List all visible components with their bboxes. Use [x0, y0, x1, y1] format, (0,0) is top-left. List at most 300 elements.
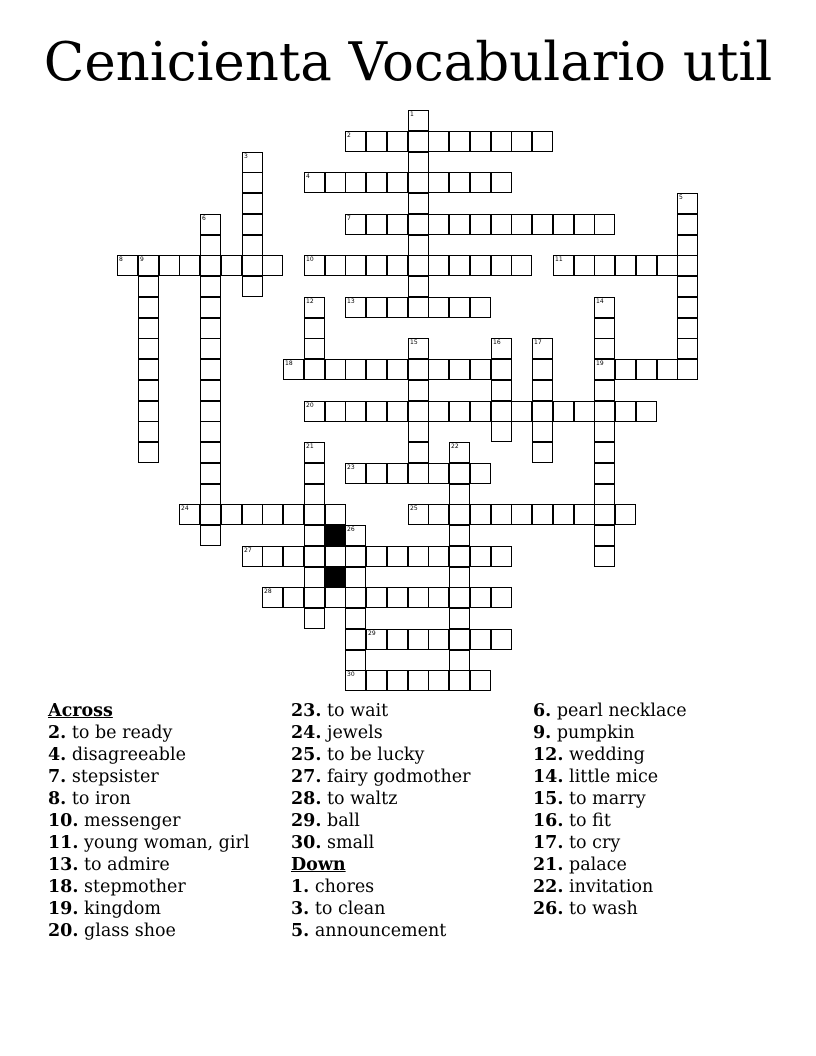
grid-cell[interactable] — [449, 670, 470, 691]
grid-clue-number: 21 — [306, 443, 314, 450]
clue-text: little mice — [563, 767, 659, 787]
clue-item — [291, 700, 470, 722]
grid-cell[interactable] — [428, 504, 449, 525]
grid-cell[interactable] — [553, 504, 574, 525]
grid-cell[interactable] — [242, 504, 263, 525]
grid-cell[interactable] — [304, 567, 325, 588]
grid-cell[interactable] — [677, 255, 698, 276]
grid-cell[interactable] — [325, 587, 346, 608]
grid-cell[interactable] — [677, 297, 698, 318]
grid-cell[interactable] — [491, 546, 512, 567]
grid-cell[interactable] — [408, 235, 429, 256]
grid-cell[interactable] — [677, 276, 698, 297]
grid-cell[interactable] — [594, 255, 615, 276]
clue-section-heading: Across — [48, 701, 113, 721]
grid-cell[interactable] — [491, 131, 512, 152]
clue-number: 1. — [291, 877, 310, 897]
grid-clue-number: 29 — [368, 630, 376, 637]
grid-cell[interactable] — [366, 297, 387, 318]
grid-clue-number: 1 — [410, 111, 414, 118]
grid-clue-number: 20 — [306, 402, 314, 409]
grid-cell[interactable] — [532, 214, 553, 235]
grid-cell[interactable] — [262, 546, 283, 567]
clue-text: to iron — [66, 789, 131, 809]
grid-cell[interactable] — [304, 546, 325, 567]
grid-cell[interactable] — [428, 587, 449, 608]
grid-cell[interactable] — [657, 255, 678, 276]
clue-item — [48, 876, 249, 898]
clue-text: pearl necklace — [551, 701, 687, 721]
grid-cell[interactable] — [345, 608, 366, 629]
grid-cell[interactable] — [428, 297, 449, 318]
clue-number: 24. — [291, 723, 322, 743]
grid-cell[interactable] — [283, 504, 304, 525]
grid-cell[interactable] — [449, 214, 470, 235]
grid-cell[interactable] — [449, 546, 470, 567]
clue-number: 4. — [48, 745, 67, 765]
grid-cell[interactable] — [408, 276, 429, 297]
grid-cell[interactable] — [428, 214, 449, 235]
grid-cell[interactable] — [636, 359, 657, 380]
grid-cell[interactable] — [449, 504, 470, 525]
grid-cell[interactable] — [345, 255, 366, 276]
grid-cell[interactable] — [200, 235, 221, 256]
grid-cell[interactable] — [470, 670, 491, 691]
grid-cell[interactable] — [387, 587, 408, 608]
grid-cell[interactable] — [491, 629, 512, 650]
grid-cell[interactable] — [387, 297, 408, 318]
grid-cell[interactable] — [532, 442, 553, 463]
grid-cell[interactable] — [532, 380, 553, 401]
grid-cell[interactable] — [491, 401, 512, 422]
grid-cell[interactable] — [594, 380, 615, 401]
grid-cell[interactable] — [325, 255, 346, 276]
clue-number: 11. — [48, 833, 79, 853]
grid-cell[interactable] — [138, 297, 159, 318]
grid-cell[interactable] — [553, 214, 574, 235]
grid-cell[interactable] — [511, 401, 532, 422]
grid-cell[interactable] — [408, 255, 429, 276]
grid-cell[interactable] — [408, 297, 429, 318]
grid-clue-number: 7 — [347, 215, 351, 222]
clue-number: 29. — [291, 811, 322, 831]
grid-cell[interactable] — [574, 214, 595, 235]
grid-cell[interactable] — [345, 359, 366, 380]
grid-clue-number: 5 — [679, 194, 683, 201]
grid-clue-number: 19 — [596, 360, 604, 367]
grid-cell[interactable] — [138, 442, 159, 463]
grid-cell[interactable] — [138, 359, 159, 380]
grid-cell[interactable] — [200, 421, 221, 442]
grid-cell[interactable] — [387, 401, 408, 422]
clue-number: 28. — [291, 789, 322, 809]
grid-cell[interactable] — [387, 359, 408, 380]
grid-cell[interactable] — [366, 214, 387, 235]
grid-cell[interactable] — [366, 670, 387, 691]
grid-cell[interactable] — [179, 255, 200, 276]
clue-text: messenger — [78, 811, 181, 831]
grid-cell[interactable] — [262, 504, 283, 525]
grid-cell[interactable] — [594, 546, 615, 567]
grid-cell[interactable] — [594, 463, 615, 484]
grid-cell[interactable] — [677, 359, 698, 380]
grid-cell[interactable] — [138, 338, 159, 359]
clue-text: to wash — [563, 899, 638, 919]
grid-cell[interactable] — [345, 629, 366, 650]
grid-cell[interactable] — [636, 255, 657, 276]
grid-cell[interactable] — [200, 276, 221, 297]
grid-cell[interactable] — [242, 235, 263, 256]
grid-cell[interactable] — [345, 650, 366, 671]
clue-number: 15. — [533, 789, 564, 809]
grid-cell[interactable] — [366, 255, 387, 276]
clue-item — [291, 810, 470, 832]
clue-item — [533, 832, 687, 854]
grid-cell[interactable] — [470, 546, 491, 567]
grid-cell[interactable] — [366, 131, 387, 152]
clue-item — [533, 810, 687, 832]
grid-clue-number: 12 — [306, 298, 314, 305]
grid-cell[interactable] — [345, 172, 366, 193]
grid-cell[interactable] — [325, 359, 346, 380]
grid-cell[interactable] — [408, 401, 429, 422]
grid-cell[interactable] — [200, 401, 221, 422]
grid-cell[interactable] — [594, 525, 615, 546]
grid-cell[interactable] — [366, 359, 387, 380]
grid-cell[interactable] — [366, 463, 387, 484]
grid-cell[interactable] — [532, 401, 553, 422]
grid-cell[interactable] — [366, 587, 387, 608]
grid-cell[interactable] — [408, 463, 429, 484]
grid-cell[interactable] — [200, 318, 221, 339]
clue-text: to clean — [309, 899, 386, 919]
grid-clue-number: 16 — [493, 339, 501, 346]
grid-cell[interactable] — [449, 484, 470, 505]
grid-cell[interactable] — [553, 401, 574, 422]
grid-cell[interactable] — [345, 401, 366, 422]
grid-cell[interactable] — [387, 670, 408, 691]
grid-cell[interactable] — [532, 421, 553, 442]
grid-clue-number: 14 — [596, 298, 604, 305]
grid-cell[interactable] — [408, 546, 429, 567]
grid-cell[interactable] — [408, 359, 429, 380]
grid-cell[interactable] — [594, 318, 615, 339]
grid-cell[interactable] — [242, 172, 263, 193]
grid-cell[interactable] — [449, 629, 470, 650]
grid-cell[interactable] — [408, 193, 429, 214]
grid-clue-number: 11 — [555, 256, 563, 263]
grid-cell[interactable] — [491, 504, 512, 525]
grid-cell[interactable] — [325, 504, 346, 525]
grid-cell[interactable] — [138, 276, 159, 297]
grid-cell[interactable] — [677, 338, 698, 359]
grid-cell[interactable] — [470, 401, 491, 422]
grid-cell[interactable] — [325, 401, 346, 422]
grid-cell[interactable] — [615, 401, 636, 422]
grid-cell[interactable] — [200, 297, 221, 318]
clue-number: 21. — [533, 855, 564, 875]
grid-cell[interactable] — [594, 421, 615, 442]
clue-text: glass shoe — [78, 921, 176, 941]
grid-cell[interactable] — [304, 359, 325, 380]
grid-cell[interactable] — [470, 504, 491, 525]
grid-cell[interactable] — [408, 587, 429, 608]
grid-cell[interactable] — [408, 172, 429, 193]
grid-cell[interactable] — [470, 131, 491, 152]
grid-cell[interactable] — [138, 318, 159, 339]
grid-cell[interactable] — [428, 401, 449, 422]
grid-cell[interactable] — [138, 401, 159, 422]
clue-text: to wait — [321, 701, 389, 721]
clue-text: to marry — [563, 789, 646, 809]
grid-cell[interactable] — [200, 484, 221, 505]
grid-cell[interactable] — [449, 297, 470, 318]
grid-cell[interactable] — [491, 587, 512, 608]
grid-cell[interactable] — [449, 525, 470, 546]
clue-item — [48, 854, 249, 876]
grid-cell[interactable] — [470, 463, 491, 484]
grid-cell[interactable] — [449, 131, 470, 152]
grid-cell[interactable] — [242, 255, 263, 276]
grid-cell[interactable] — [200, 380, 221, 401]
grid-cell[interactable] — [387, 131, 408, 152]
grid-cell[interactable] — [615, 255, 636, 276]
grid-cell[interactable] — [594, 504, 615, 525]
grid-cell[interactable] — [511, 214, 532, 235]
grid-cell[interactable] — [200, 338, 221, 359]
grid-cell[interactable] — [574, 401, 595, 422]
grid-cell[interactable] — [242, 214, 263, 235]
clue-column-2 — [291, 700, 470, 942]
grid-cell[interactable] — [408, 152, 429, 173]
grid-cell[interactable] — [532, 504, 553, 525]
grid-cell[interactable] — [491, 172, 512, 193]
grid-cell[interactable] — [491, 359, 512, 380]
grid-cell[interactable] — [387, 172, 408, 193]
clue-text: stepsister — [66, 767, 159, 787]
clue-number: 9. — [533, 723, 552, 743]
clue-item — [291, 744, 470, 766]
grid-cell[interactable] — [304, 338, 325, 359]
grid-cell[interactable] — [325, 172, 346, 193]
clue-number: 12. — [533, 745, 564, 765]
grid-cell[interactable] — [449, 567, 470, 588]
grid-cell[interactable] — [677, 318, 698, 339]
grid-clue-number: 4 — [306, 173, 310, 180]
grid-cell[interactable] — [200, 504, 221, 525]
clue-item — [48, 788, 249, 810]
grid-cell[interactable] — [470, 297, 491, 318]
clue-number: 5. — [291, 921, 310, 941]
grid-cell[interactable] — [200, 255, 221, 276]
grid-cell[interactable] — [511, 255, 532, 276]
clue-item — [533, 854, 687, 876]
grid-cell[interactable] — [159, 255, 180, 276]
grid-cell[interactable] — [491, 421, 512, 442]
clue-column-3 — [533, 700, 687, 920]
clue-number: 7. — [48, 767, 67, 787]
grid-cell[interactable] — [304, 587, 325, 608]
clue-item — [48, 810, 249, 832]
grid-cell[interactable] — [345, 587, 366, 608]
clue-text: small — [321, 833, 375, 853]
grid-cell[interactable] — [387, 629, 408, 650]
grid-cell[interactable] — [200, 525, 221, 546]
grid-cell[interactable] — [304, 463, 325, 484]
grid-cell[interactable] — [449, 255, 470, 276]
grid-cell[interactable] — [408, 442, 429, 463]
clue-item — [291, 722, 470, 744]
grid-cell[interactable] — [428, 670, 449, 691]
grid-clue-number: 26 — [347, 526, 355, 533]
grid-cell[interactable] — [262, 255, 283, 276]
grid-cell[interactable] — [574, 504, 595, 525]
grid-block-cell — [325, 567, 346, 588]
clue-text: disagreeable — [66, 745, 186, 765]
grid-cell[interactable] — [387, 546, 408, 567]
grid-cell[interactable] — [428, 546, 449, 567]
grid-cell[interactable] — [200, 442, 221, 463]
grid-cell[interactable] — [594, 442, 615, 463]
grid-cell[interactable] — [511, 504, 532, 525]
grid-cell[interactable] — [449, 608, 470, 629]
grid-cell[interactable] — [428, 255, 449, 276]
grid-cell[interactable] — [387, 255, 408, 276]
clue-number: 3. — [291, 899, 310, 919]
clue-item — [533, 766, 687, 788]
grid-cell[interactable] — [615, 359, 636, 380]
clue-number: 22. — [533, 877, 564, 897]
grid-cell[interactable] — [200, 463, 221, 484]
grid-clue-number: 9 — [140, 256, 144, 263]
clue-item — [291, 766, 470, 788]
grid-cell[interactable] — [304, 525, 325, 546]
grid-cell[interactable] — [221, 504, 242, 525]
grid-cell[interactable] — [221, 255, 242, 276]
clue-number: 30. — [291, 833, 322, 853]
grid-cell[interactable] — [304, 608, 325, 629]
grid-cell[interactable] — [470, 629, 491, 650]
grid-cell[interactable] — [428, 131, 449, 152]
clue-item — [291, 876, 470, 898]
grid-cell[interactable] — [657, 359, 678, 380]
grid-cell[interactable] — [449, 401, 470, 422]
grid-cell[interactable] — [408, 131, 429, 152]
grid-cell[interactable] — [594, 401, 615, 422]
grid-cell[interactable] — [449, 587, 470, 608]
grid-cell[interactable] — [283, 587, 304, 608]
grid-cell[interactable] — [138, 380, 159, 401]
grid-cell[interactable] — [408, 421, 429, 442]
grid-cell[interactable] — [470, 172, 491, 193]
grid-cell[interactable] — [594, 214, 615, 235]
grid-cell[interactable] — [366, 401, 387, 422]
clue-number: 13. — [48, 855, 79, 875]
grid-cell[interactable] — [242, 276, 263, 297]
grid-cell[interactable] — [366, 546, 387, 567]
grid-cell[interactable] — [532, 359, 553, 380]
grid-cell[interactable] — [470, 359, 491, 380]
clue-text: pumpkin — [551, 723, 635, 743]
grid-cell[interactable] — [470, 587, 491, 608]
grid-cell[interactable] — [677, 235, 698, 256]
grid-cell[interactable] — [408, 670, 429, 691]
clue-text: palace — [563, 855, 627, 875]
grid-cell[interactable] — [325, 546, 346, 567]
grid-cell[interactable] — [345, 567, 366, 588]
grid-cell[interactable] — [615, 504, 636, 525]
clue-number: 20. — [48, 921, 79, 941]
clue-section-heading: Down — [291, 855, 346, 875]
clue-number: 27. — [291, 767, 322, 787]
grid-cell[interactable] — [408, 380, 429, 401]
grid-cell[interactable] — [428, 359, 449, 380]
clue-text: fairy godmother — [321, 767, 471, 787]
clue-number: 6. — [533, 701, 552, 721]
clue-item — [533, 788, 687, 810]
grid-cell[interactable] — [200, 359, 221, 380]
grid-cell[interactable] — [387, 214, 408, 235]
grid-cell[interactable] — [449, 463, 470, 484]
clue-text: chores — [309, 877, 375, 897]
clue-item — [533, 898, 687, 920]
clue-number: 23. — [291, 701, 322, 721]
grid-clue-number: 15 — [410, 339, 418, 346]
grid-cell[interactable] — [408, 214, 429, 235]
grid-cell[interactable] — [138, 421, 159, 442]
grid-cell[interactable] — [470, 214, 491, 235]
grid-cell[interactable] — [636, 401, 657, 422]
grid-cell[interactable] — [428, 172, 449, 193]
grid-clue-number: 17 — [534, 339, 542, 346]
grid-cell[interactable] — [594, 484, 615, 505]
grid-cell[interactable] — [449, 359, 470, 380]
grid-cell[interactable] — [491, 214, 512, 235]
grid-cell[interactable] — [574, 255, 595, 276]
clue-item — [291, 832, 470, 854]
grid-cell[interactable] — [304, 484, 325, 505]
grid-cell[interactable] — [594, 338, 615, 359]
grid-cell[interactable] — [677, 214, 698, 235]
grid-cell[interactable] — [304, 318, 325, 339]
grid-cell[interactable] — [491, 380, 512, 401]
clue-number: 25. — [291, 745, 322, 765]
clue-text: kingdom — [78, 899, 162, 919]
grid-clue-number: 13 — [347, 298, 355, 305]
grid-cell[interactable] — [428, 629, 449, 650]
grid-cell[interactable] — [449, 650, 470, 671]
clue-text: to fit — [563, 811, 611, 831]
grid-cell[interactable] — [242, 193, 263, 214]
clue-text: stepmother — [78, 877, 186, 897]
grid-cell[interactable] — [304, 504, 325, 525]
grid-cell[interactable] — [449, 172, 470, 193]
clue-text: jewels — [321, 723, 383, 743]
grid-cell[interactable] — [283, 546, 304, 567]
grid-cell[interactable] — [428, 463, 449, 484]
grid-cell[interactable] — [491, 255, 512, 276]
grid-cell[interactable] — [387, 463, 408, 484]
grid-cell[interactable] — [366, 172, 387, 193]
grid-cell[interactable] — [532, 131, 553, 152]
clue-text: young woman, girl — [78, 833, 250, 853]
grid-cell[interactable] — [345, 546, 366, 567]
clue-item — [533, 722, 687, 744]
grid-cell[interactable] — [408, 629, 429, 650]
clue-item — [48, 766, 249, 788]
grid-cell[interactable] — [511, 131, 532, 152]
grid-cell[interactable] — [470, 255, 491, 276]
